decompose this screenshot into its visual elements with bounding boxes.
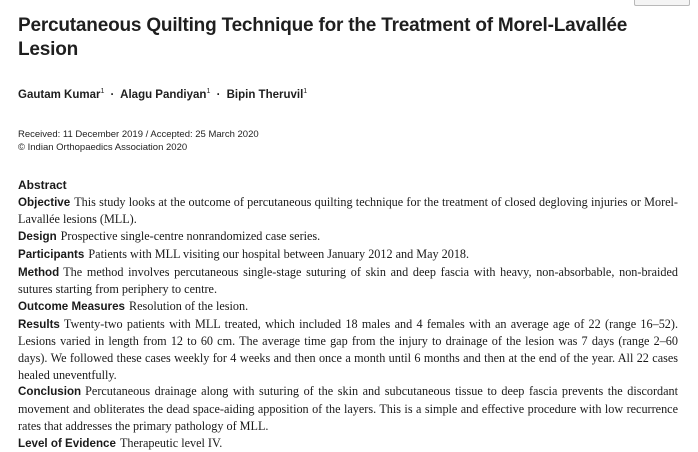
abstract-design xyxy=(18,228,678,246)
section-text: Percutaneous drainage along with suturing of the skin and subcutaneous tissue to deep fascia prevents the discordant movement and obliterates the dead space-aiding apposition of the layers. This is a simple and effective procedure with low recurrence rates that addresses the primary pathology of MLL. xyxy=(18,384,678,433)
section-text: This study looks at the outcome of percutaneous quilting technique for the treatment of closed degloving injuries or Morel-Lavallée lesions (MLL). xyxy=(18,194,678,227)
abstract-participants xyxy=(18,246,678,264)
abstract xyxy=(18,177,678,452)
article-title: Percutaneous Quilting Technique for the Treatment of Morel-Lavallée Lesion xyxy=(18,15,628,60)
abstract-results xyxy=(18,316,678,384)
author-name[interactable]: Alagu Pandiyan xyxy=(120,89,207,101)
section-text: Therapeutic level IV. xyxy=(119,435,223,450)
abstract-outcome-measures xyxy=(18,298,678,316)
abstract-conclusion xyxy=(18,383,678,434)
abstract-objective xyxy=(18,194,678,228)
copyright-notice: © Indian Orthopaedics Association 2020 xyxy=(18,142,188,153)
section-label: Results xyxy=(18,317,60,331)
author-affiliation: 1 xyxy=(206,88,211,95)
section-label: Conclusion xyxy=(18,385,82,399)
abstract-level-of-evidence xyxy=(18,435,678,452)
section-label: Outcome Measures xyxy=(18,299,125,313)
section-text: Resolution of the lesion. xyxy=(128,298,249,313)
article-metadata xyxy=(18,128,259,154)
abstract-method xyxy=(18,264,678,298)
section-text: Prospective single-centre nonrandomized case series. xyxy=(60,229,321,244)
author-separator: · xyxy=(110,89,115,101)
received-accepted-dates: Received: 11 December 2019 / Accepted: 25 March 2020 xyxy=(18,129,259,140)
author-name[interactable]: Gautam Kumar xyxy=(18,89,101,101)
author-name[interactable]: Bipin Theruvil xyxy=(226,89,304,101)
author-list xyxy=(18,88,307,101)
section-text: The method involves percutaneous single-stage suturing of skin and deep fascia with heavy, non-absorbable, non-braided sutures starting from periphery to centre. xyxy=(18,264,678,297)
section-label: Participants xyxy=(18,247,85,261)
corner-badge[interactable] xyxy=(634,0,690,6)
author-separator: · xyxy=(216,89,221,101)
section-label: Design xyxy=(18,230,57,244)
section-label: Objective xyxy=(18,195,71,209)
section-label: Level of Evidence xyxy=(18,436,116,450)
section-text: Twenty-two patients with MLL treated, which included 18 males and 4 females with an average age of 22 (range 16–52). Lesions varied in length from 12 to 60 cm. The average time gap from the injury to drainage of the lesion was 7 days (range 2–60 days). We followed these cases weekly for 4 weeks and then once a month until 6 months and then at the end of the year. All 22 cases healed uneventfully. xyxy=(18,316,678,382)
section-label: Method xyxy=(18,265,60,279)
abstract-heading: Abstract xyxy=(18,178,67,192)
author-affiliation: 1 xyxy=(303,88,308,95)
author-affiliation: 1 xyxy=(100,88,105,95)
section-text: Patients with MLL visiting our hospital between January 2012 and May 2018. xyxy=(88,246,470,261)
